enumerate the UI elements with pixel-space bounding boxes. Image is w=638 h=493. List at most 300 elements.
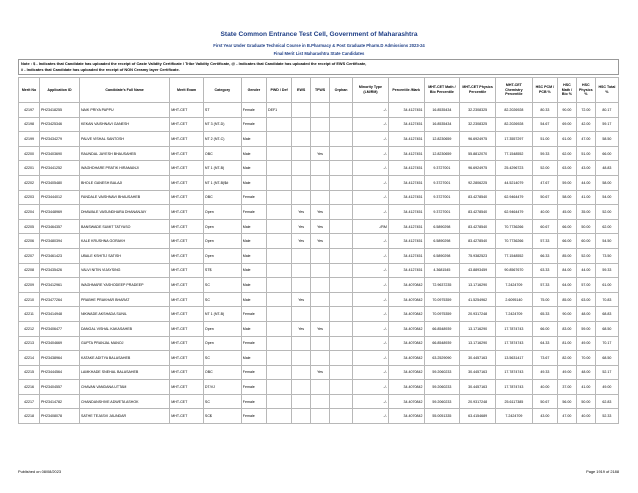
table-cell: 90.00 (557, 103, 576, 118)
table-cell: 34.4127451 (388, 219, 424, 234)
table-cell: Male (241, 248, 266, 263)
table-cell: 70.7736266 (495, 234, 532, 249)
table-cell (292, 263, 311, 278)
table-cell: 44.00 (576, 263, 595, 278)
table-cell: 13.1716290 (460, 278, 496, 293)
table-cell: 59.2060233 (424, 365, 460, 380)
table-cell: 83.4278540 (460, 234, 496, 249)
table-cell: 62.9464479 (495, 205, 532, 220)
table-cell: PH23435426 (40, 263, 80, 278)
table-cell: 40.00 (532, 380, 557, 395)
table-cell: 54.50 (595, 234, 618, 249)
column-header: Minority Type (LM/RM) (353, 78, 389, 103)
table-cell (292, 351, 311, 366)
table-cell: SATHE TEJASVI JAUNDAR (79, 409, 169, 424)
table-row (19, 336, 619, 351)
table-cell: ST (203, 103, 241, 118)
table-cell: 55.0051335 (424, 409, 460, 424)
table-cell: 30.4457163 (460, 351, 496, 366)
table-cell: 43.00 (576, 161, 595, 176)
column-header: Application ID (40, 78, 80, 103)
table-cell: 85.00 (557, 292, 576, 307)
table-cell: 13.1716290 (460, 321, 496, 336)
table-cell (311, 351, 330, 366)
column-header: HSC Math / Bio % (557, 78, 576, 103)
table-cell: 6.5890298 (424, 219, 460, 234)
column-header: HSC Total % (595, 78, 618, 103)
table-cell: PH23414782 (40, 394, 80, 409)
table-cell: PH23448969 (40, 205, 80, 220)
table-cell (266, 190, 291, 205)
table-cell: NT 1 (NT-B) (203, 307, 241, 322)
table-cell: 42202 (19, 175, 40, 190)
merit-table (18, 77, 619, 424)
table-cell: PH23425346 (40, 117, 80, 132)
table-cell: PH23434279 (40, 132, 80, 147)
table-cell: Female (241, 117, 266, 132)
table-cell: MHT-CET (170, 409, 204, 424)
table-cell: Open (203, 336, 241, 351)
table-cell: 82.2026928 (495, 103, 532, 118)
table-row (19, 248, 619, 263)
table-cell: 50.67 (532, 394, 557, 409)
table-cell: Open (203, 321, 241, 336)
table-cell (330, 205, 353, 220)
table-row (19, 351, 619, 366)
table-cell: Open (203, 205, 241, 220)
table-cell (266, 351, 291, 366)
table-cell: 54.00 (595, 190, 618, 205)
column-header: Merit No (19, 78, 40, 103)
table-cell (330, 117, 353, 132)
table-cell: 35.00 (576, 205, 595, 220)
table-cell: 80.33 (532, 103, 557, 118)
table-row (19, 190, 619, 205)
table-cell: 49.00 (576, 336, 595, 351)
table-cell (330, 278, 353, 293)
table-cell: 41.5254962 (460, 292, 496, 307)
table-cell (266, 146, 291, 161)
column-header: Candidate's Full Name (79, 78, 169, 103)
table-cell: PH23464357 (40, 219, 80, 234)
table-cell: 34.4070842 (388, 409, 424, 424)
table-row (19, 409, 619, 424)
table-cell: 34.4127451 (388, 117, 424, 132)
table-cell: -/- (353, 234, 389, 249)
table-cell: 55.8812070 (460, 146, 496, 161)
table-cell: 59.00 (557, 175, 576, 190)
table-cell: 58.00 (557, 190, 576, 205)
table-cell: 30.4457163 (460, 365, 496, 380)
column-header: Gender (241, 78, 266, 103)
table-cell: 62.00 (595, 219, 618, 234)
table-cell (330, 146, 353, 161)
table-cell (311, 380, 330, 395)
table-cell: 34.4127451 (388, 190, 424, 205)
table-cell: 49.33 (532, 365, 557, 380)
table-cell: 57.33 (532, 278, 557, 293)
table-cell: 42201 (19, 161, 40, 176)
note-line-2: # - Indicates that Candidate has uploaded the receipt of NON Creamy layer Certificate. (21, 67, 180, 72)
table-cell: 7.2424709 (495, 278, 532, 293)
table-cell: PH23406477 (40, 321, 80, 336)
table-cell: 32.2308325 (460, 103, 496, 118)
table-cell: 62.83 (595, 394, 618, 409)
table-cell: Female (241, 365, 266, 380)
table-cell: DHAWALE VASUNDHARA DHANANJAY (79, 205, 169, 220)
table-cell: PH23412961 (40, 278, 80, 293)
table-cell (266, 248, 291, 263)
table-cell: 83.00 (557, 321, 576, 336)
table-cell: 58.00 (595, 175, 618, 190)
table-cell: 65.33 (532, 307, 557, 322)
table-cell (292, 394, 311, 409)
note-line-1: Note : $ - Indicates that Candidate has uploaded the receipt of Caste Validity Certificate / Tribe Validity Certificate, @ - Indicates that Candidate has uploaded the receipt of EWS Certificate, (21, 61, 367, 66)
table-cell (292, 146, 311, 161)
table-cell: NAIK PRIYA PAPPU (79, 103, 169, 118)
table-cell: 85.00 (557, 248, 576, 263)
table-cell: 51.00 (576, 146, 595, 161)
table-cell: 34.4070842 (388, 394, 424, 409)
table-cell: Female (241, 336, 266, 351)
table-cell: BHOLE GANESH BALAJI (79, 175, 169, 190)
table-cell: 62.9464479 (495, 190, 532, 205)
table-cell: Yes (292, 219, 311, 234)
table-cell: 9.3727001 (424, 161, 460, 176)
table-cell: UBALE KSHITIJ SATISH (79, 248, 169, 263)
table-cell: 42210 (19, 292, 40, 307)
table-cell (266, 117, 291, 132)
table-cell: Yes (292, 321, 311, 336)
table-cell (311, 117, 330, 132)
table-cell (266, 394, 291, 409)
table-cell: 66.00 (557, 219, 576, 234)
table-row (19, 146, 619, 161)
table-cell: 80.17 (595, 103, 618, 118)
table-cell: Yes (292, 234, 311, 249)
table-cell: Open (203, 248, 241, 263)
table-cell: -/- (353, 336, 389, 351)
table-cell: 42200 (19, 146, 40, 161)
table-cell: 50.00 (576, 219, 595, 234)
table-cell: Female (241, 409, 266, 424)
table-cell: 34.4127451 (388, 175, 424, 190)
table-cell: FANDALE VAISHNAVI BHAUSAHEB (79, 190, 169, 205)
table-cell: MHT-CET (170, 380, 204, 395)
table-cell: 68.50 (595, 321, 618, 336)
table-cell: 48.00 (576, 365, 595, 380)
table-body (19, 103, 619, 424)
table-cell: PH23461423 (40, 248, 80, 263)
table-cell (330, 365, 353, 380)
table-cell: Male (241, 234, 266, 249)
table-cell: 6.5890298 (424, 234, 460, 249)
table-cell: Open (203, 234, 241, 249)
table-cell (292, 307, 311, 322)
table-cell (311, 190, 330, 205)
table-cell: 7.2424709 (495, 409, 532, 424)
table-cell: 12.8230659 (424, 132, 460, 147)
table-cell: KATAKE ADITYA BALASAHEB (79, 351, 169, 366)
table-cell: 34.4070842 (388, 278, 424, 293)
table-cell (330, 103, 353, 118)
table-cell: Female (241, 380, 266, 395)
table-cell (292, 248, 311, 263)
table-cell: Male (241, 219, 266, 234)
table-cell: 20.9317248 (460, 307, 496, 322)
table-cell: 54.67 (532, 117, 557, 132)
table-cell: 48.00 (576, 307, 595, 322)
page-subtitle: First Year Under Graduate Technical Course in B.Pharmacy & Post Graduate Pharm.D Admissions 2023-24 (213, 43, 425, 48)
column-header: EWS (292, 78, 311, 103)
table-cell: 2.6095140 (495, 292, 532, 307)
table-cell: 60.67 (532, 219, 557, 234)
table-cell (266, 175, 291, 190)
table-cell: 13.1716290 (460, 336, 496, 351)
table-cell: 83.4278540 (460, 205, 496, 220)
table-cell: 47.67 (532, 175, 557, 190)
table-cell: 42203 (19, 190, 40, 205)
table-cell (266, 321, 291, 336)
table-cell: OBC (203, 365, 241, 380)
table-cell: 59.2060233 (424, 380, 460, 395)
table-cell (292, 365, 311, 380)
table-cell: 59.33 (595, 263, 618, 278)
table-cell: 7.2424709 (495, 307, 532, 322)
table-cell (311, 132, 330, 147)
table-cell: -/- (353, 394, 389, 409)
table-cell: Yes (292, 292, 311, 307)
table-cell: 70.83 (595, 292, 618, 307)
table-cell: MHT-CET (170, 132, 204, 147)
table-cell: 44.00 (576, 175, 595, 190)
table-cell: 49.00 (595, 380, 618, 395)
table-cell: MHT-CET (170, 365, 204, 380)
table-cell: 45.00 (557, 205, 576, 220)
table-cell: PH23408078 (40, 409, 80, 424)
table-cell: Female (241, 103, 266, 118)
table-cell: 42211 (19, 307, 40, 322)
table-cell: NT 1 (NT-B) (203, 161, 241, 176)
table-cell: 59.17 (595, 117, 618, 132)
table-cell: 70.0975359 (424, 307, 460, 322)
table-cell: 37.00 (557, 380, 576, 395)
table-cell: PH23441252 (40, 161, 80, 176)
table-row (19, 321, 619, 336)
table-cell: 63.00 (576, 292, 595, 307)
table-cell (292, 132, 311, 147)
table-cell: NIKWADE AKSHADA SUNIL (79, 307, 169, 322)
table-cell: Yes (311, 205, 330, 220)
published-date: Published on 08/08/2023 (18, 469, 62, 474)
table-cell: -/- (353, 190, 389, 205)
table-row (19, 380, 619, 395)
table-row (19, 394, 619, 409)
table-cell: 66.8548939 (424, 321, 460, 336)
table-row (19, 292, 619, 307)
table-cell: DANGAL VISHAL KAKASAHEB (79, 321, 169, 336)
table-cell: MHT-CET (170, 248, 204, 263)
table-cell: 50.00 (576, 394, 595, 409)
table-header-row (19, 78, 619, 103)
table-cell: MHT-CET (170, 321, 204, 336)
table-cell: 42199 (19, 132, 40, 147)
table-cell: OBC (203, 146, 241, 161)
table-cell: 40.00 (576, 409, 595, 424)
table-row (19, 263, 619, 278)
table-cell: MHT-CET (170, 307, 204, 322)
table-cell (311, 175, 330, 190)
table-cell: VALVI NITIN VIJAYSING (79, 263, 169, 278)
table-cell (330, 292, 353, 307)
table-cell (311, 307, 330, 322)
column-header: Percentile /Mark (388, 78, 424, 103)
table-cell: 4.3681545 (424, 263, 460, 278)
table-cell: PH23438964 (40, 351, 80, 366)
table-cell: 20.9317248 (460, 394, 496, 409)
table-cell: 66.00 (595, 146, 618, 161)
table-cell: Male (241, 175, 266, 190)
table-cell: CHANDANSHIVE ADWETA ASHOK (79, 394, 169, 409)
table-cell: 82.2026928 (495, 117, 532, 132)
table-cell (292, 175, 311, 190)
table-cell: 73.50 (595, 248, 618, 263)
table-cell (292, 190, 311, 205)
table-cell: 30.4457163 (460, 380, 496, 395)
table-cell: Male (241, 351, 266, 366)
table-cell: MHT-CET (170, 292, 204, 307)
table-cell: Male (241, 161, 266, 176)
table-cell (266, 234, 291, 249)
table-cell (311, 161, 330, 176)
table-cell: 42205 (19, 219, 40, 234)
table-cell: -/- (353, 146, 389, 161)
table-cell: MHT-CET (170, 336, 204, 351)
table-cell (330, 219, 353, 234)
table-cell (330, 351, 353, 366)
table-cell: 56.00 (557, 394, 576, 409)
table-cell (292, 380, 311, 395)
table-cell: Male (241, 321, 266, 336)
table-cell: 42.00 (576, 117, 595, 132)
table-cell (330, 321, 353, 336)
table-cell (266, 307, 291, 322)
table-cell: MHT-CET (170, 161, 204, 176)
column-header: Category (203, 78, 241, 103)
table-row (19, 219, 619, 234)
table-cell: 42204 (19, 205, 40, 220)
table-cell: 41.00 (576, 380, 595, 395)
table-cell: 17.7874743 (495, 321, 532, 336)
table-cell: 42206 (19, 234, 40, 249)
table-cell (266, 132, 291, 147)
table-cell (266, 219, 291, 234)
table-cell: 42197 (19, 103, 40, 118)
table-cell: 52.17 (595, 365, 618, 380)
table-cell: 59.33 (532, 146, 557, 161)
table-cell (266, 205, 291, 220)
table-cell: 58.50 (595, 132, 618, 147)
table-cell: 70.00 (576, 351, 595, 366)
table-cell: 17.3557297 (495, 132, 532, 147)
table-cell: 66.8548939 (424, 336, 460, 351)
table-cell: 17.7874743 (495, 380, 532, 395)
table-cell: MHT-CET (170, 263, 204, 278)
table-cell (311, 278, 330, 293)
table-cell: 75.9382523 (460, 248, 496, 263)
table-cell (330, 380, 353, 395)
table-cell: KALE KRUSHNA GORAKH (79, 234, 169, 249)
table-cell: 17.7874743 (495, 336, 532, 351)
table-cell: 92.2806225 (460, 175, 496, 190)
table-row (19, 307, 619, 322)
table-cell: PH23444564 (40, 365, 80, 380)
table-cell (330, 394, 353, 409)
table-cell: 49.00 (557, 365, 576, 380)
table-cell: 64.33 (532, 336, 557, 351)
table-cell: -/- (353, 117, 389, 132)
table-cell: MHT-CET (170, 117, 204, 132)
table-cell: 81.00 (557, 336, 576, 351)
table-cell: 52.00 (576, 248, 595, 263)
table-cell: PH23404557 (40, 380, 80, 395)
column-header: Merit Exam (170, 78, 204, 103)
table-cell: 59.2060233 (424, 394, 460, 409)
table-cell: 13.5631417 (495, 351, 532, 366)
table-cell (330, 307, 353, 322)
table-cell: -/RM (353, 219, 389, 234)
table-cell (330, 161, 353, 176)
table-cell: -/- (353, 278, 389, 293)
table-cell: KEKAN VAISHNAVI GANESH (79, 117, 169, 132)
table-cell: 52.00 (532, 161, 557, 176)
table-cell: DEF1 (266, 103, 291, 118)
table-cell: PH23444012 (40, 190, 80, 205)
table-cell: Female (241, 205, 266, 220)
table-cell: 83.4278540 (460, 190, 496, 205)
table-cell: MHT-CET (170, 190, 204, 205)
table-cell: MHT-CET (170, 103, 204, 118)
table-cell: 52.00 (595, 205, 618, 220)
page-number: Page 1919 of 2188 (586, 469, 619, 474)
table-cell: 66.00 (557, 234, 576, 249)
table-cell: MHT-CET (170, 205, 204, 220)
table-cell: 73.67 (532, 351, 557, 366)
table-cell (292, 336, 311, 351)
table-cell (311, 263, 330, 278)
table-cell: 34.4070842 (388, 336, 424, 351)
table-cell: Male (241, 278, 266, 293)
table-cell: 25.4296723 (495, 161, 532, 176)
table-cell: 34.4070842 (388, 365, 424, 380)
table-cell: Yes (311, 234, 330, 249)
table-cell: PALVE VISHAL SANTOSH (79, 132, 169, 147)
table-cell: 68.50 (595, 351, 618, 366)
table-cell: Female (241, 307, 266, 322)
column-header: Orphan (330, 78, 353, 103)
table-cell: 77.1548552 (495, 248, 532, 263)
table-cell: PH23414948 (40, 307, 80, 322)
table-cell: NT 2 (NT-C) (203, 132, 241, 147)
table-cell (311, 292, 330, 307)
table-cell (266, 263, 291, 278)
table-cell (330, 409, 353, 424)
table-cell: 42214 (19, 351, 40, 366)
table-cell: SC (203, 292, 241, 307)
table-cell: 6.5890298 (424, 248, 460, 263)
table-cell: 32.2308325 (460, 117, 496, 132)
table-cell: 34.4070842 (388, 292, 424, 307)
